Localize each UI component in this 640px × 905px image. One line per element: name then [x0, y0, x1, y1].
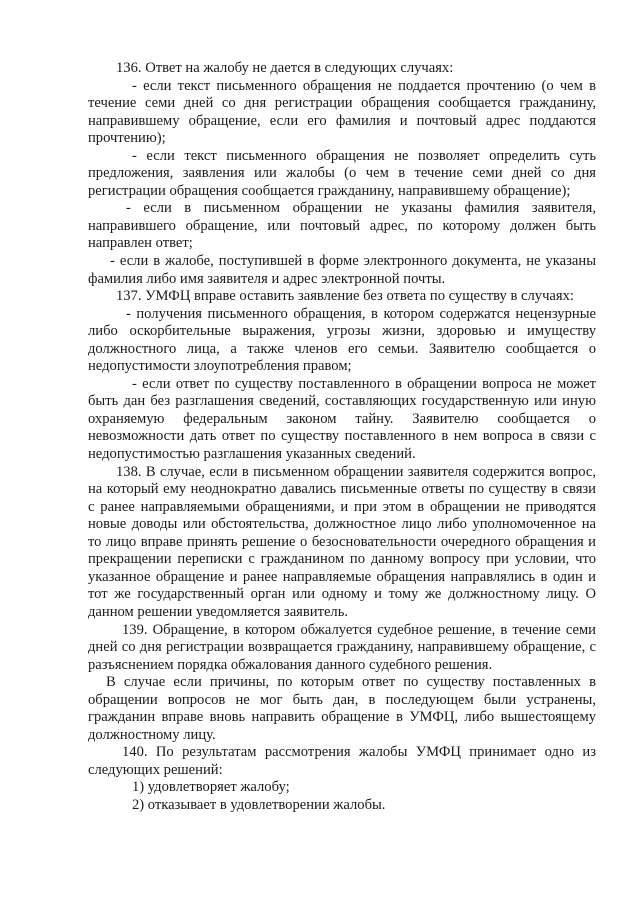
paragraph-137-heading: 137. УМФЦ вправе оставить заявление без ответа по существу в случаях: [116, 288, 574, 305]
paragraph-138: 138. В случае, если в письменном обращении заявителя содержится вопрос, на который ему неоднократно давались письменные ответы по существу в связи с ранее направляемыми обращениями, и при этом в обращении не приводятся новые доводы или обстоятельства, должностное лицо либо уполномоченное на то лицо вправе принять решение о безосновательности очередного обращения и прекращении переписки с гражданином по данному вопросу при условии, что указанное обращение и ранее направляемые обращения направлялись в один и тот же государственный орган или одному и тому же должностному лицу. О данном решении уведомляется заявитель. [88, 463, 596, 620]
paragraph-140-heading: 140. По результатам рассмотрения жалобы УМФЦ принимает одно из следующих решений: [88, 744, 596, 778]
paragraph-140-item-1: 1) удовлетворяет жалобу; [132, 779, 290, 796]
paragraph-140-item-2: 2) отказывает в удовлетворении жалобы. [132, 796, 386, 813]
paragraph-136-item-4: - если в жалобе, поступившей в форме электронного документа, не указаны фамилия либо имя заявителя и адрес электронной почты. [88, 253, 596, 287]
paragraph-136-item-1: - если текст письменного обращения не поддается прочтению (о чем в течение семи дней со дня регистрации обращения сообщается гражданину, направившему обращение, если его фамилия и почтовый адрес поддаются прочтению); [88, 77, 596, 147]
paragraph-139-note: В случае если причины, по которым ответ по существу поставленных в обращении вопросов не мог быть дан, в последующем были устранены, гражданин вправе вновь направить обращение в УМФЦ, либо вышестоящему должностному лицу. [88, 674, 596, 743]
paragraph-136-item-2: - если текст письменного обращения не позволяет определить суть предложения, заявления или жалобы (о чем в течение семи дней со дня регистрации обращения сообщается гражданину, направившему обращение); [88, 147, 596, 199]
paragraph-139: 139. Обращение, в котором обжалуется судебное решение, в течение семи дней со дня регистрации возвращается гражданину, направившему обращение, с разъяснением порядка обжалования данного судебного решения. [88, 621, 596, 673]
paragraph-137-item-1: - получения письменного обращения, в котором содержатся нецензурные либо оскорбительные выражения, угрозы жизни, здоровью и имуществу должностного лица, а также членов его семьи. Заявителю сообщается о недопустимости злоупотребления правом; [88, 305, 596, 375]
paragraph-136-item-3: - если в письменном обращении не указаны фамилия заявителя, направившего обращение, или почтовый адрес, по которому должен быть направлен ответ; [88, 200, 596, 252]
paragraph-137-item-2: - если ответ по существу поставленного в обращении вопроса не может быть дан без разглашения сведений, составляющих государственную или иную охраняемую федеральным законом тайну. Заявителю сообщается о невозможности дать ответ по существу поставленного в нем вопроса в связи с недопустимостью разглашения указанных сведений. [88, 375, 596, 463]
paragraph-136-heading: 136. Ответ на жалобу не дается в следующих случаях: [116, 60, 454, 76]
